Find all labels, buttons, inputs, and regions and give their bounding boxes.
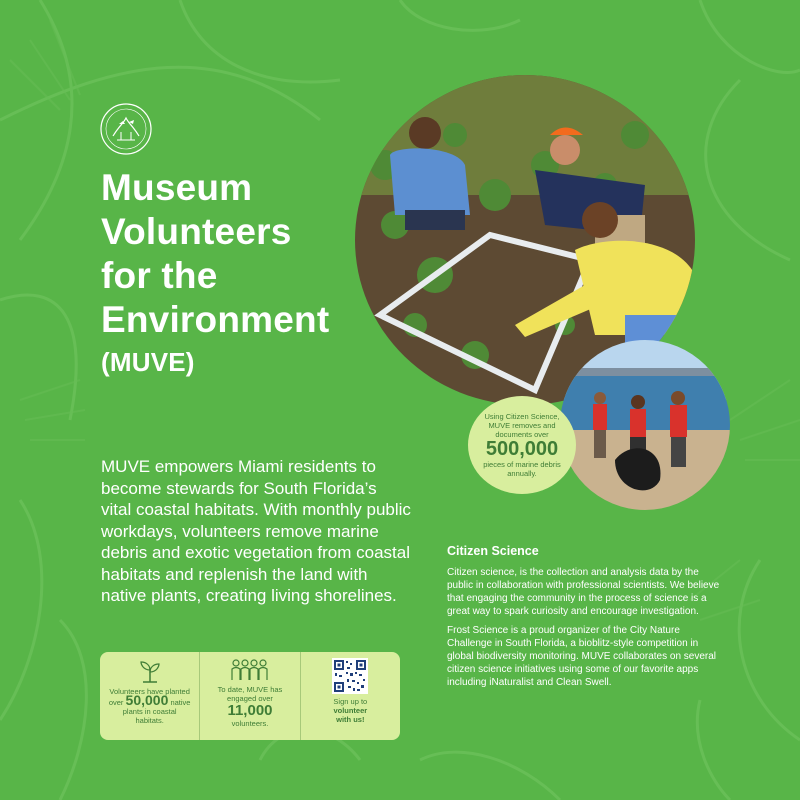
page-title <box>101 166 391 382</box>
stat-text: Volunteers have planted <box>109 687 190 696</box>
people-icon <box>230 658 270 682</box>
callout-text: annually. <box>507 469 537 478</box>
volunteers-stat <box>199 652 299 740</box>
intro-paragraph: MUVE empowers Miami residents to become stewards for South Florida’s vital coastal habitats. With monthly public workdays, volunteers remove marine debris and exotic vegetation from coastal habitats and replenish the land with native plants, creating living shorelines. <box>101 457 411 605</box>
sapling-icon <box>137 658 163 684</box>
stat-text: native <box>168 698 191 707</box>
citizen-science-section <box>447 544 727 695</box>
signup-stat <box>300 652 400 740</box>
section-heading: Citizen Science <box>447 544 539 558</box>
stats-panel <box>100 652 400 740</box>
stat-text: over <box>108 698 126 707</box>
callout-text: pieces of marine debris <box>483 460 561 469</box>
title-line: Museum <box>101 167 253 208</box>
debris-callout <box>468 396 576 494</box>
callout-number: 500,000 <box>485 438 559 460</box>
stat-text: To date, MUVE has <box>217 685 283 694</box>
stat-text: volunteers. <box>231 719 269 728</box>
callout-text: MUVE removes and <box>488 421 556 430</box>
section-paragraph: Citizen science, is the collection and analysis data by the public in collaboration with professional scientists. We believe that engaging the community in the process of science is a great way to spark curiosity and encourage investigation. <box>447 567 720 617</box>
title-abbreviation: (MUVE) <box>101 347 195 377</box>
volunteer-signup-link[interactable]: with us! <box>336 715 365 724</box>
stat-number: 50,000 <box>125 692 169 708</box>
volunteer-signup-link[interactable]: volunteer <box>333 706 368 715</box>
stat-text: habitats. <box>135 716 164 725</box>
section-paragraph: Frost Science is a proud organizer of the City Nature Challenge in South Florida, a bioblitz-style competition in global biodiversity monitoring. MUVE collaborates on several citizen science initiatives using some of our favorite apps including iNaturalist and Clean Swell. <box>447 625 717 688</box>
stat-number: 11,000 <box>227 702 273 719</box>
stat-text: plants in coastal <box>122 707 177 716</box>
beach-cleanup-photo <box>560 340 730 510</box>
frost-science-logo <box>99 102 153 156</box>
plants-stat <box>100 652 199 740</box>
title-line: for the <box>101 255 218 296</box>
callout-text: documents over <box>495 430 549 439</box>
stat-text: engaged over <box>227 694 273 703</box>
title-line: Environment <box>101 299 330 340</box>
title-line: Volunteers <box>101 211 292 252</box>
qr-code-icon[interactable] <box>332 658 368 694</box>
callout-text: Using Citizen Science, <box>484 412 560 421</box>
stat-text: Sign up to <box>333 697 368 706</box>
